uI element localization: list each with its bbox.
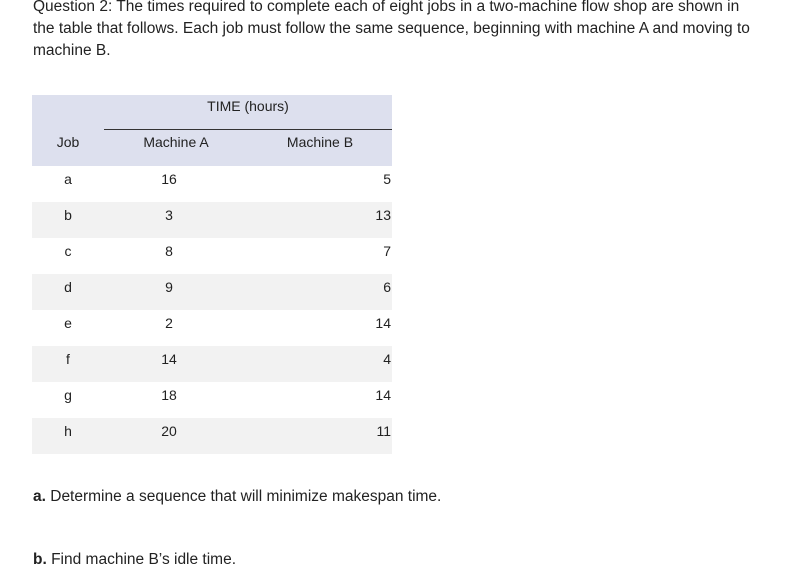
cell-job: f <box>66 351 70 367</box>
cell-machine-a: 20 <box>161 423 177 439</box>
table-row <box>32 166 392 202</box>
cell-machine-a: 14 <box>161 351 177 367</box>
cell-machine-b: 4 <box>383 351 391 367</box>
table-header <box>32 95 392 166</box>
table-row <box>32 418 392 454</box>
header-divider <box>104 129 392 130</box>
table-row <box>32 202 392 238</box>
cell-machine-a: 18 <box>161 387 177 403</box>
table-body <box>32 166 392 454</box>
cell-machine-b: 6 <box>383 279 391 295</box>
part-a-label: a. <box>33 488 46 505</box>
cell-machine-b: 14 <box>375 315 391 331</box>
cell-machine-b: 13 <box>375 207 391 223</box>
cell-job: b <box>64 207 72 223</box>
part-b-label: b. <box>33 551 47 568</box>
cell-job: d <box>64 279 72 295</box>
part-a-question <box>33 488 441 506</box>
cell-machine-a: 3 <box>165 207 173 223</box>
cell-machine-b: 5 <box>383 171 391 187</box>
cell-machine-a: 8 <box>165 243 173 259</box>
time-group-header: TIME (hours) <box>207 98 289 114</box>
column-header-job: Job <box>56 134 80 150</box>
part-a-text: Determine a sequence that will minimize makespan time. <box>45 488 442 505</box>
cell-machine-a: 2 <box>165 315 173 331</box>
question-text: Question 2: The times required to complete each of eight jobs in a two-machine flow shop are shown in the table that follows. Each job must follow the same sequence, beginning with machine A and moving to machine B. <box>33 0 750 59</box>
table-row <box>32 310 392 346</box>
cell-machine-a: 16 <box>161 171 177 187</box>
cell-job: h <box>64 423 72 439</box>
table-row <box>32 382 392 418</box>
table-row <box>32 238 392 274</box>
table-row <box>32 274 392 310</box>
cell-machine-b: 7 <box>383 243 391 259</box>
part-b-question <box>33 551 236 569</box>
cell-job: a <box>64 171 72 187</box>
column-header-machine-a: Machine A <box>143 134 209 150</box>
job-times-table <box>32 95 392 454</box>
cell-machine-a: 9 <box>165 279 173 295</box>
cell-job: e <box>64 315 72 331</box>
table-row <box>32 346 392 382</box>
cell-job: g <box>64 387 72 403</box>
part-b-text: Find machine B’s idle time. <box>46 551 237 568</box>
cell-machine-b: 14 <box>375 387 391 403</box>
cell-machine-b: 11 <box>376 423 391 439</box>
column-header-machine-b: Machine B <box>286 134 354 150</box>
cell-job: c <box>64 243 72 259</box>
